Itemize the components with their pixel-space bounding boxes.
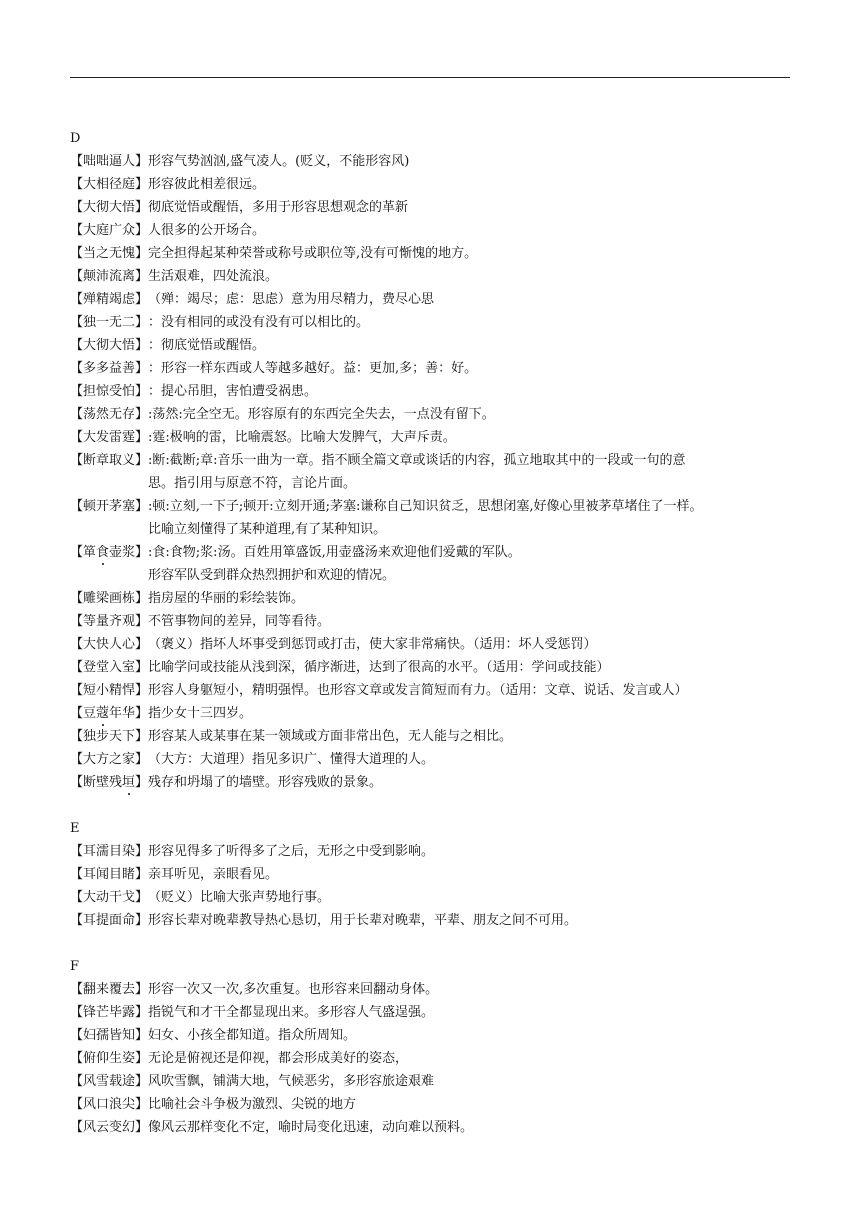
idiom-entry	[70, 978, 794, 1001]
idiom-definition	[148, 725, 794, 748]
idiom-definition	[148, 886, 794, 909]
definition-line: :霆:极响的雷，比喻震怒。比喻大发脾气，大声斥责。	[148, 430, 456, 445]
definition-line: 亲耳听见，亲眼看见。	[148, 867, 279, 882]
idiom-entry	[70, 1024, 794, 1047]
definition-line: ：没有相同的或没有没有可以相比的。	[148, 315, 370, 330]
idiom-definition	[148, 311, 794, 334]
idiom-entry	[70, 656, 794, 679]
idiom-definition	[148, 449, 794, 495]
definition-line: 形容军队受到群众热烈拥护和欢迎的情况。	[148, 568, 396, 583]
idiom-definition	[148, 495, 794, 541]
definition-line: 无论是俯视还是仰视，都会形成美好的姿态，	[148, 1051, 409, 1066]
definition-line: ：彻底觉悟或醒悟。	[148, 338, 266, 353]
idiom-definition	[148, 173, 794, 196]
idiom-definition	[148, 541, 794, 587]
header-rule	[70, 77, 790, 78]
section-gap	[70, 932, 794, 955]
idiom-entry	[70, 380, 794, 403]
idiom-term: 【翻来覆去】	[70, 982, 149, 997]
idiom-term: 【独步天下】	[70, 729, 149, 744]
idiom-entry	[70, 725, 794, 748]
idiom-definition	[148, 863, 794, 886]
idiom-entry	[70, 541, 794, 587]
idiom-entry	[70, 610, 794, 633]
idiom-term: 【耳提面命】	[70, 913, 149, 928]
idiom-term: 【颠沛流离】	[70, 269, 149, 284]
idiom-definition	[148, 219, 794, 242]
idiom-term: 【等量齐观】	[70, 614, 149, 629]
idiom-term: 【短小精悍】	[70, 683, 149, 698]
idiom-term: 【风雪载途】	[70, 1074, 149, 1089]
definition-line: （贬义）比喻大张声势地行事。	[148, 890, 331, 905]
idiom-definition	[148, 771, 794, 794]
section-letter: D	[70, 131, 81, 146]
idiom-entry	[70, 633, 794, 656]
definition-line: ：提心吊胆，害怕遭受祸患。	[148, 384, 318, 399]
idiom-term: 【风口浪尖】	[70, 1097, 149, 1112]
idiom-term: 【当之无愧】	[70, 246, 149, 261]
idiom-definition	[148, 380, 794, 403]
emphasis-dot-char: 蔻	[96, 702, 109, 725]
section-gap	[70, 794, 794, 817]
definition-line: 完全担得起某种荣誉或称号或职位等,没有可惭愧的地方。	[148, 246, 478, 261]
emphasis-dot-char: 垣	[122, 771, 135, 794]
idiom-definition	[148, 288, 794, 311]
idiom-entry	[70, 219, 794, 242]
idiom-term: 【顿开茅塞】	[70, 499, 149, 514]
definition-line: 残存和坍塌了的墙壁。形容残败的景象。	[148, 775, 383, 790]
emphasis-dot-char: 食	[96, 541, 109, 564]
idiom-term: 【俯仰生姿】	[70, 1051, 149, 1066]
idiom-term: 【大快人心】	[70, 637, 149, 652]
idiom-entry	[70, 495, 794, 541]
definition-line: 形容人身躯短小，精明强悍。也形容文章或发言简短而有力。（适用：文章、说话、发言或人）	[148, 683, 688, 698]
idiom-term: 【断章取义】	[70, 453, 149, 468]
idiom-term: 【登堂入室】	[70, 660, 149, 675]
definition-line: 形容一次又一次,多次重复。也形容来回翻动身体。	[148, 982, 439, 997]
definition-line: 比喻立刻懂得了某种道理,有了某种知识。	[148, 522, 387, 537]
definition-line: :断:截断;章:音乐一曲为一章。指不顾全篇文章或谈话的内容，孤立地取其中的一段或一句的意	[148, 453, 686, 468]
idiom-definition	[148, 196, 794, 219]
idiom-entry	[70, 150, 794, 173]
definition-line: 风吹雪飘，铺满大地，气候恶劣，多形容旅途艰难	[148, 1074, 435, 1089]
idiom-definition	[148, 1047, 794, 1070]
idiom-entry	[70, 449, 794, 495]
idiom-definition	[148, 150, 794, 173]
idiom-entry	[70, 909, 794, 932]
idiom-definition	[148, 242, 794, 265]
idiom-definition	[148, 587, 794, 610]
idiom-term: 【大庭广众】	[70, 223, 149, 238]
idiom-definition	[148, 1093, 794, 1116]
idiom-definition	[148, 334, 794, 357]
idiom-definition	[148, 426, 794, 449]
idiom-definition	[148, 1116, 794, 1139]
idiom-entry	[70, 1093, 794, 1116]
idiom-term-part: 年华】	[109, 706, 149, 721]
idiom-entry	[70, 357, 794, 380]
definition-line: 彻底觉悟或醒悟，多用于形容思想观念的革新	[148, 200, 409, 215]
idiom-term: 【锋芒毕露】	[70, 1005, 149, 1020]
idiom-definition	[148, 633, 794, 656]
idiom-entry	[70, 1116, 794, 1139]
idiom-term: 【担惊受怕】	[70, 384, 149, 399]
definition-line: 像风云那样变化不定，喻时局变化迅速，动向难以预料。	[148, 1120, 474, 1135]
idiom-term-part: 【豆	[70, 706, 97, 721]
idiom-definition	[148, 1070, 794, 1093]
idiom-term: 【耳濡目染】	[70, 844, 149, 859]
idiom-definition	[148, 610, 794, 633]
idiom-entry	[70, 587, 794, 610]
idiom-entry	[70, 242, 794, 265]
idiom-term: 【咄咄逼人】	[70, 154, 149, 169]
idiom-entry	[70, 196, 794, 219]
idiom-entry	[70, 311, 794, 334]
definition-line: 人很多的公开场合。	[148, 223, 266, 238]
definition-line: （殚：竭尽；虑：思虑）意为用尽精力，费尽心思	[148, 292, 435, 307]
idiom-term-part: 】	[135, 775, 149, 790]
definition-line: 比喻学问或技能从浅到深，循序渐进，达到了很高的水平。（适用：学问或技能）	[148, 660, 610, 675]
definition-line: 妇女、小孩全都知道。指众所周知。	[148, 1028, 357, 1043]
idiom-definition	[148, 840, 794, 863]
definition-line: 形容彼此相差很远。	[148, 177, 266, 192]
section-letter: E	[70, 821, 80, 836]
idiom-definition	[148, 748, 794, 771]
document-body	[70, 127, 794, 1139]
idiom-entry	[70, 1047, 794, 1070]
idiom-term: 【风云变幻】	[70, 1120, 149, 1135]
idiom-entry	[70, 173, 794, 196]
idiom-term-part: 壶浆】	[109, 545, 149, 560]
idiom-term-part: 【箪	[70, 545, 97, 560]
definition-line: :荡然:完全空无。形容原有的东西完全失去，一点没有留下。	[148, 407, 495, 422]
definition-line: 形容气势汹汹,盛气凌人。(贬义，不能形容风)	[148, 154, 410, 169]
idiom-entry	[70, 1001, 794, 1024]
idiom-term	[70, 771, 148, 794]
idiom-term: 【大彻大悟】	[70, 200, 149, 215]
idiom-entry	[70, 426, 794, 449]
idiom-definition	[148, 978, 794, 1001]
idiom-term: 【独一无二】	[70, 315, 149, 330]
definition-line: 生活艰难，四处流浪。	[148, 269, 279, 284]
definition-line: （褒义）指坏人坏事受到惩罚或打击，使大家非常痛快。（适用：坏人受惩罚）	[148, 637, 597, 652]
idiom-term: 【大彻大悟】	[70, 338, 149, 353]
idiom-entry	[70, 771, 794, 794]
definition-line: 指房屋的华丽的彩绘装饰。	[148, 591, 305, 606]
idiom-entry	[70, 702, 794, 725]
definition-line: 形容见得多了听得多了之后，无形之中受到影响。	[148, 844, 435, 859]
idiom-definition	[148, 702, 794, 725]
section-letter: F	[70, 959, 80, 974]
idiom-term: 【大方之家】	[70, 752, 149, 767]
idiom-entry	[70, 334, 794, 357]
definition-line: 指锐气和才干全都显现出来。多形容人气盛逞强。	[148, 1005, 435, 1020]
definition-line: 不管事物间的差异，同等看待。	[148, 614, 331, 629]
idiom-definition	[148, 357, 794, 380]
idiom-entry	[70, 1070, 794, 1093]
definition-line: 思。指引用与原意不符，言论片面。	[148, 476, 357, 491]
definition-line: 指少女十三四岁。	[148, 706, 253, 721]
idiom-term: 【殚精竭虑】	[70, 292, 149, 307]
definition-line: （大方：大道理）指见多识广、懂得大道理的人。	[148, 752, 435, 767]
definition-line: :顿:立刻,一下子;顿开:立刻开通;茅塞:谦称自己知识贫乏，思想闭塞,好像心里被茅草堵住了一样。	[148, 499, 703, 514]
idiom-entry	[70, 886, 794, 909]
definition-line: ：形容一样东西或人等越多越好。益：更加,多；善：好。	[148, 361, 478, 376]
idiom-term: 【大动干戈】	[70, 890, 149, 905]
idiom-definition	[148, 403, 794, 426]
idiom-term: 【大相径庭】	[70, 177, 149, 192]
idiom-definition	[148, 1024, 794, 1047]
idiom-definition	[148, 909, 794, 932]
definition-line: 形容某人或某事在某一领域或方面非常出色，无人能与之相比。	[148, 729, 513, 744]
idiom-term: 【妇孺皆知】	[70, 1028, 149, 1043]
idiom-term	[70, 702, 148, 725]
idiom-entry	[70, 403, 794, 426]
idiom-entry	[70, 840, 794, 863]
idiom-entry	[70, 679, 794, 702]
idiom-definition	[148, 656, 794, 679]
idiom-definition	[148, 1001, 794, 1024]
idiom-term-part: 【断壁残	[70, 775, 123, 790]
idiom-definition	[148, 679, 794, 702]
idiom-entry	[70, 288, 794, 311]
idiom-entry	[70, 863, 794, 886]
idiom-term: 【雕梁画栋】	[70, 591, 149, 606]
definition-line: 比喻社会斗争极为激烈、尖锐的地方	[148, 1097, 357, 1112]
idiom-term: 【耳闻目睹】	[70, 867, 149, 882]
idiom-term: 【多多益善】	[70, 361, 149, 376]
idiom-definition	[148, 265, 794, 288]
idiom-entry	[70, 265, 794, 288]
definition-line: :食:食物;浆:汤。百姓用箪盛饭,用壶盛汤来欢迎他们爱戴的军队。	[148, 545, 521, 560]
idiom-term: 【荡然无存】	[70, 407, 149, 422]
idiom-entry	[70, 748, 794, 771]
idiom-term	[70, 541, 148, 587]
idiom-term: 【大发雷霆】	[70, 430, 149, 445]
definition-line: 形容长辈对晚辈教导热心恳切，用于长辈对晚辈，平辈、朋友之间不可用。	[148, 913, 578, 928]
